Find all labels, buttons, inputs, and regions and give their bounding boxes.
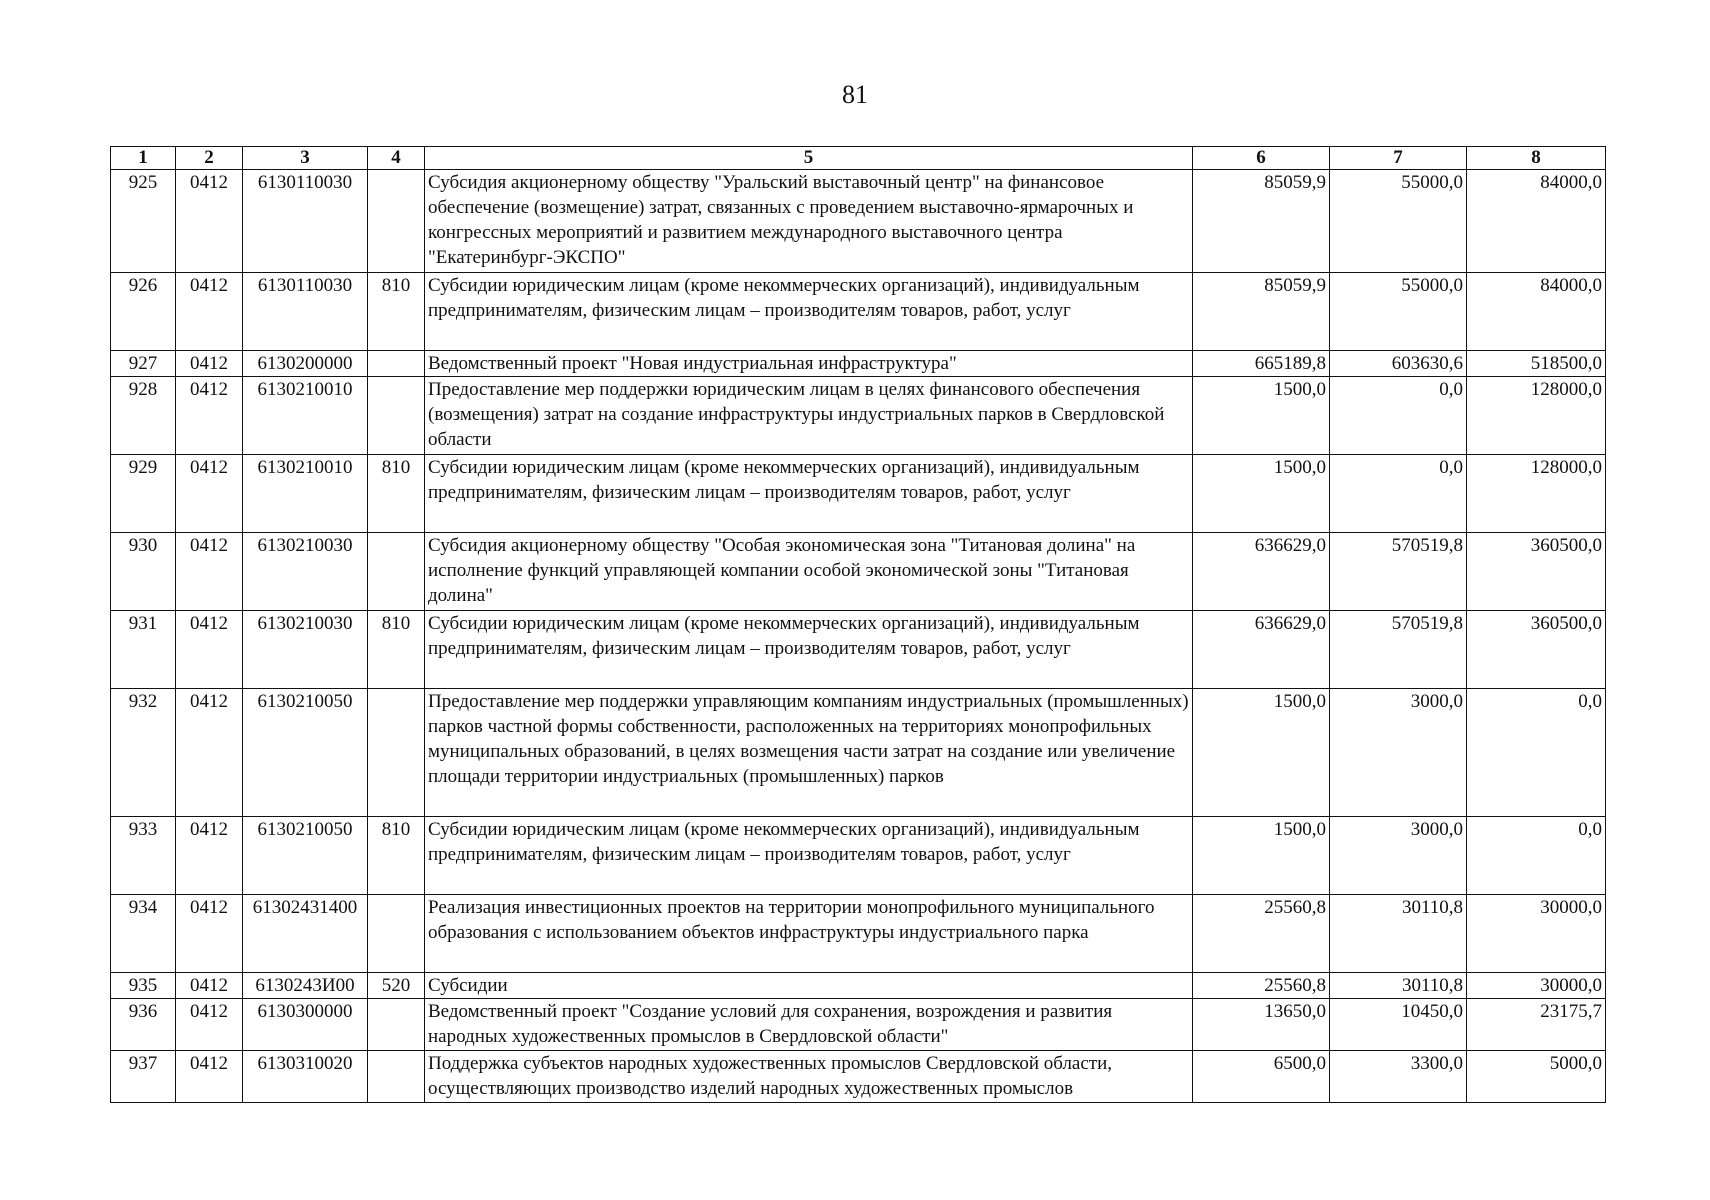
amount-col-8: 30000,0 [1467,895,1606,973]
amount-col-6: 1500,0 [1193,689,1330,817]
item-name: Субсидия акционерному обществу "Особая экономическая зона "Титановая долина" на исполнение функций управляющей компании особой экономической зоны "Титановая долина" [425,533,1193,611]
amount-col-6: 665189,8 [1193,351,1330,377]
amount-col-8: 128000,0 [1467,455,1606,533]
amount-col-7: 3000,0 [1330,689,1467,817]
row-number: 934 [111,895,176,973]
expense-type-code [368,999,425,1051]
section-code: 0412 [176,817,243,895]
section-code: 0412 [176,351,243,377]
item-name: Ведомственный проект "Создание условий для сохранения, возрождения и развития народных художественных промыслов в Свердловской области" [425,999,1193,1051]
header-col-4: 4 [368,147,425,170]
row-number: 930 [111,533,176,611]
section-code: 0412 [176,999,243,1051]
row-number: 936 [111,999,176,1051]
row-number: 925 [111,170,176,273]
amount-col-7: 55000,0 [1330,170,1467,273]
amount-col-6: 25560,8 [1193,895,1330,973]
table-row [111,999,1606,1051]
item-name: Поддержка субъектов народных художественных промыслов Свердловской области, осуществляющих производство изделий народных художественных промыслов [425,1051,1193,1103]
amount-col-6: 1500,0 [1193,377,1330,455]
budget-table [110,146,1606,1103]
amount-col-6: 13650,0 [1193,999,1330,1051]
section-code: 0412 [176,689,243,817]
row-number: 931 [111,611,176,689]
table-row [111,351,1606,377]
section-code: 0412 [176,611,243,689]
amount-col-6: 636629,0 [1193,611,1330,689]
amount-col-7: 30110,8 [1330,973,1467,999]
amount-col-6: 85059,9 [1193,273,1330,351]
header-row [111,147,1606,170]
expense-type-code [368,170,425,273]
section-code: 0412 [176,170,243,273]
item-name: Субсидии юридическим лицам (кроме некоммерческих организаций), индивидуальным предпринимателям, физическим лицам – производителям товаров, работ, услуг [425,273,1193,351]
amount-col-6: 1500,0 [1193,817,1330,895]
row-number: 933 [111,817,176,895]
amount-col-6: 25560,8 [1193,973,1330,999]
expense-type-code: 810 [368,455,425,533]
table-row [111,973,1606,999]
target-article-code: 6130110030 [243,273,368,351]
amount-col-8: 128000,0 [1467,377,1606,455]
expense-type-code [368,351,425,377]
table-row [111,170,1606,273]
header-col-1: 1 [111,147,176,170]
target-article-code: 6130210050 [243,817,368,895]
header-col-8: 8 [1467,147,1606,170]
amount-col-8: 84000,0 [1467,273,1606,351]
item-name: Реализация инвестиционных проектов на территории монопрофильного муниципального образования с использованием объектов инфраструктуры индустриального парка [425,895,1193,973]
amount-col-7: 0,0 [1330,455,1467,533]
item-name: Субсидии юридическим лицам (кроме некоммерческих организаций), индивидуальным предпринимателям, физическим лицам – производителям товаров, работ, услуг [425,611,1193,689]
table-row [111,377,1606,455]
amount-col-8: 518500,0 [1467,351,1606,377]
expense-type-code [368,1051,425,1103]
header-col-3: 3 [243,147,368,170]
section-code: 0412 [176,377,243,455]
item-name: Субсидии юридическим лицам (кроме некоммерческих организаций), индивидуальным предпринимателям, физическим лицам – производителям товаров, работ, услуг [425,817,1193,895]
target-article-code: 6130210030 [243,611,368,689]
amount-col-8: 23175,7 [1467,999,1606,1051]
expense-type-code: 810 [368,611,425,689]
target-article-code: 6130243И00 [243,973,368,999]
row-number: 928 [111,377,176,455]
section-code: 0412 [176,533,243,611]
table-row [111,1051,1606,1103]
table-row [111,817,1606,895]
amount-col-6: 85059,9 [1193,170,1330,273]
amount-col-8: 0,0 [1467,689,1606,817]
amount-col-7: 603630,6 [1330,351,1467,377]
amount-col-6: 1500,0 [1193,455,1330,533]
amount-col-6: 636629,0 [1193,533,1330,611]
target-article-code: 6130210010 [243,377,368,455]
header-col-5: 5 [425,147,1193,170]
target-article-code: 61302431400 [243,895,368,973]
target-article-code: 6130310020 [243,1051,368,1103]
header-col-2: 2 [176,147,243,170]
amount-col-7: 3000,0 [1330,817,1467,895]
amount-col-8: 360500,0 [1467,611,1606,689]
row-number: 932 [111,689,176,817]
amount-col-7: 30110,8 [1330,895,1467,973]
target-article-code: 6130300000 [243,999,368,1051]
section-code: 0412 [176,895,243,973]
amount-col-8: 0,0 [1467,817,1606,895]
expense-type-code [368,689,425,817]
table-row [111,533,1606,611]
item-name: Предоставление мер поддержки управляющим компаниям индустриальных (промышленных) парков частной формы собственности, расположенных на территориях монопрофильных муниципальных образований, в целях возмещения части затрат на создание или увеличение площади территории индустриальных (промышленных) парков [425,689,1193,817]
amount-col-7: 10450,0 [1330,999,1467,1051]
target-article-code: 6130210010 [243,455,368,533]
expense-type-code: 520 [368,973,425,999]
table-row [111,455,1606,533]
expense-type-code: 810 [368,817,425,895]
item-name: Субсидии юридическим лицам (кроме некоммерческих организаций), индивидуальным предпринимателям, физическим лицам – производителям товаров, работ, услуг [425,455,1193,533]
amount-col-7: 3300,0 [1330,1051,1467,1103]
item-name: Ведомственный проект "Новая индустриальная инфраструктура" [425,351,1193,377]
item-name: Предоставление мер поддержки юридическим лицам в целях финансового обеспечения (возмещения) затрат на создание инфраструктуры индустриальных парков в Свердловской области [425,377,1193,455]
page-number: 81 [842,80,868,109]
header-col-7: 7 [1330,147,1467,170]
section-code: 0412 [176,973,243,999]
section-code: 0412 [176,273,243,351]
amount-col-7: 55000,0 [1330,273,1467,351]
amount-col-7: 570519,8 [1330,611,1467,689]
target-article-code: 6130110030 [243,170,368,273]
row-number: 926 [111,273,176,351]
amount-col-8: 360500,0 [1467,533,1606,611]
row-number: 937 [111,1051,176,1103]
row-number: 927 [111,351,176,377]
table-row [111,273,1606,351]
row-number: 935 [111,973,176,999]
amount-col-7: 570519,8 [1330,533,1467,611]
amount-col-7: 0,0 [1330,377,1467,455]
target-article-code: 6130210030 [243,533,368,611]
item-name: Субсидии [425,973,1193,999]
amount-col-6: 6500,0 [1193,1051,1330,1103]
amount-col-8: 84000,0 [1467,170,1606,273]
item-name: Субсидия акционерному обществу "Уральский выставочный центр" на финансовое обеспечение (возмещение) затрат, связанных с проведением выставочно-ярмарочных и конгрессных мероприятий и развитием международного выставочного центра "Екатеринбург-ЭКСПО" [425,170,1193,273]
expense-type-code: 810 [368,273,425,351]
section-code: 0412 [176,455,243,533]
amount-col-8: 5000,0 [1467,1051,1606,1103]
table-row [111,689,1606,817]
table-row [111,611,1606,689]
row-number: 929 [111,455,176,533]
target-article-code: 6130210050 [243,689,368,817]
expense-type-code [368,533,425,611]
expense-type-code [368,895,425,973]
target-article-code: 6130200000 [243,351,368,377]
section-code: 0412 [176,1051,243,1103]
header-col-6: 6 [1193,147,1330,170]
table-row [111,895,1606,973]
expense-type-code [368,377,425,455]
amount-col-8: 30000,0 [1467,973,1606,999]
